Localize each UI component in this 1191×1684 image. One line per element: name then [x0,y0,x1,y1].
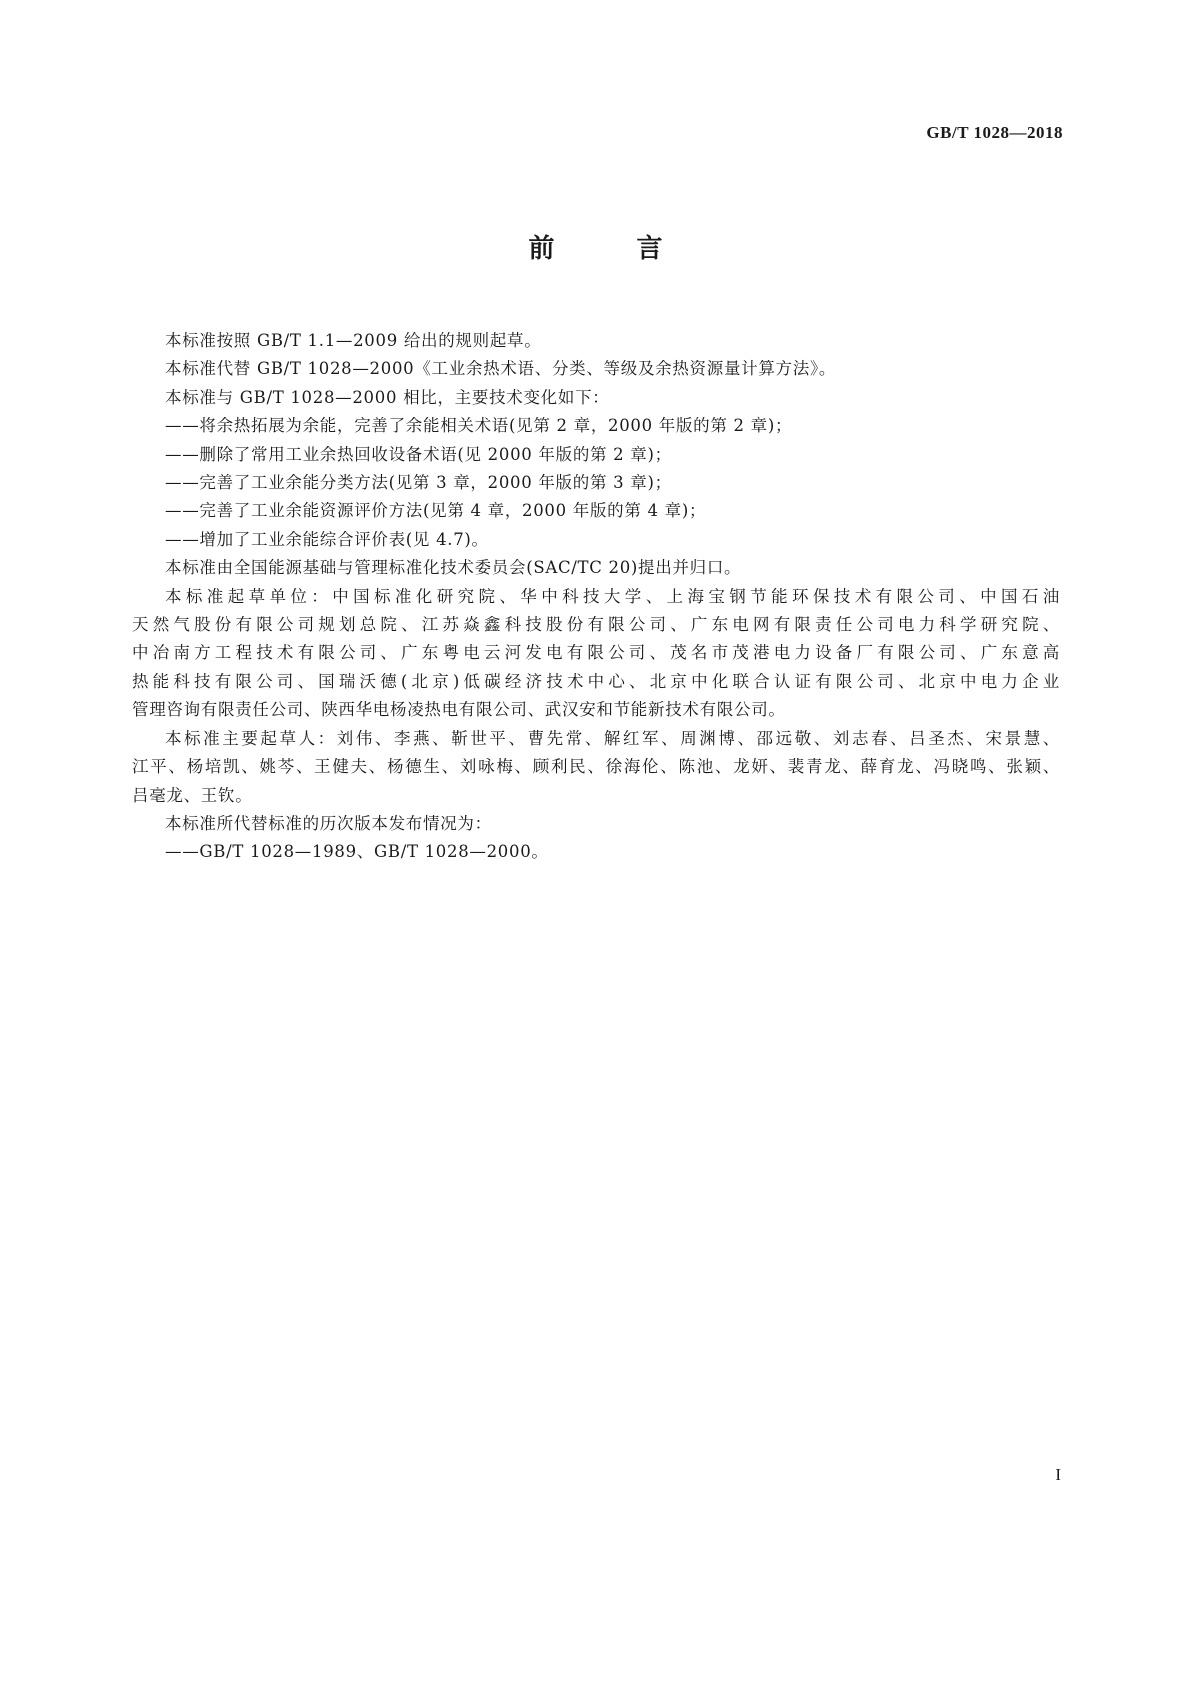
text-line: 天然气股份有限公司规划总院、江苏焱鑫科技股份有限公司、广东电网有限责任公司电力科学研究院、 [132,615,1060,635]
change-item: ——完善了工业余能分类方法(见第 3 章，2000 年版的第 3 章)； [165,473,672,493]
change-item: ——删除了常用工业余热回收设备术语(见 2000 年版的第 2 章)； [165,444,672,464]
text-line: 吕毫龙、王钦。 [132,785,253,805]
paragraph-changes-intro: 本标准与 GB/T 1028—2000 相比，主要技术变化如下： [165,387,610,407]
document-body [132,327,1060,867]
text-line: 本标准主要起草人：刘伟、李燕、靳世平、曹先常、解红军、周渊博、邵远敬、刘志春、吕圣杰、宋景慧、 [165,728,1060,748]
paragraph-committee: 本标准由全国能源基础与管理标准化技术委员会(SAC/TC 20)提出并归口。 [165,558,742,578]
text-line: 中冶南方工程技术有限公司、广东粤电云河发电有限公司、茂名市茂港电力设备厂有限公司、广东意高 [132,643,1060,663]
page-title: 前 言 [528,234,691,264]
page-number: I [1055,1465,1061,1484]
paragraph-version-history: 本标准所代替标准的历次版本发布情况为： [165,813,492,833]
change-item: ——将余热拓展为余能，完善了余能相关术语(见第 2 章，2000 年版的第 2 章)； [165,416,793,436]
text-line: 热能科技有限公司、国瑞沃德(北京)低碳经济技术中心、北京中化联合认证有限公司、北京中电力企业 [132,671,1060,691]
paragraph-main-drafters [132,725,1060,810]
paragraph-drafting-units [132,583,1060,725]
paragraph-replaces: 本标准代替 GB/T 1028—2000《工业余热术语、分类、等级及余热资源量计算方法》。 [165,359,837,379]
change-item: ——增加了工业余能综合评价表(见 4.7)。 [165,529,489,549]
paragraph-drafting-rules: 本标准按照 GB/T 1.1—2009 给出的规则起草。 [165,331,542,350]
text-line: 本标准起草单位：中国标准化研究院、华中科技大学、上海宝钢节能环保技术有限公司、中国石油 [165,586,1060,606]
text-line: 江平、杨培凯、姚芩、王健夫、杨德生、刘咏梅、顾利民、徐海伦、陈池、龙妍、裴青龙、薛育龙、冯晓鸣、张颖、 [132,757,1060,777]
change-item: ——完善了工业余能资源评价方法(见第 4 章，2000 年版的第 4 章)； [165,501,707,521]
text-line: 管理咨询有限责任公司、陕西华电杨凌热电有限公司、武汉安和节能新技术有限公司。 [132,700,786,720]
history-item: ——GB/T 1028—1989、GB/T 1028—2000。 [165,842,549,862]
standard-number: GB/T 1028—2018 [926,123,1063,142]
